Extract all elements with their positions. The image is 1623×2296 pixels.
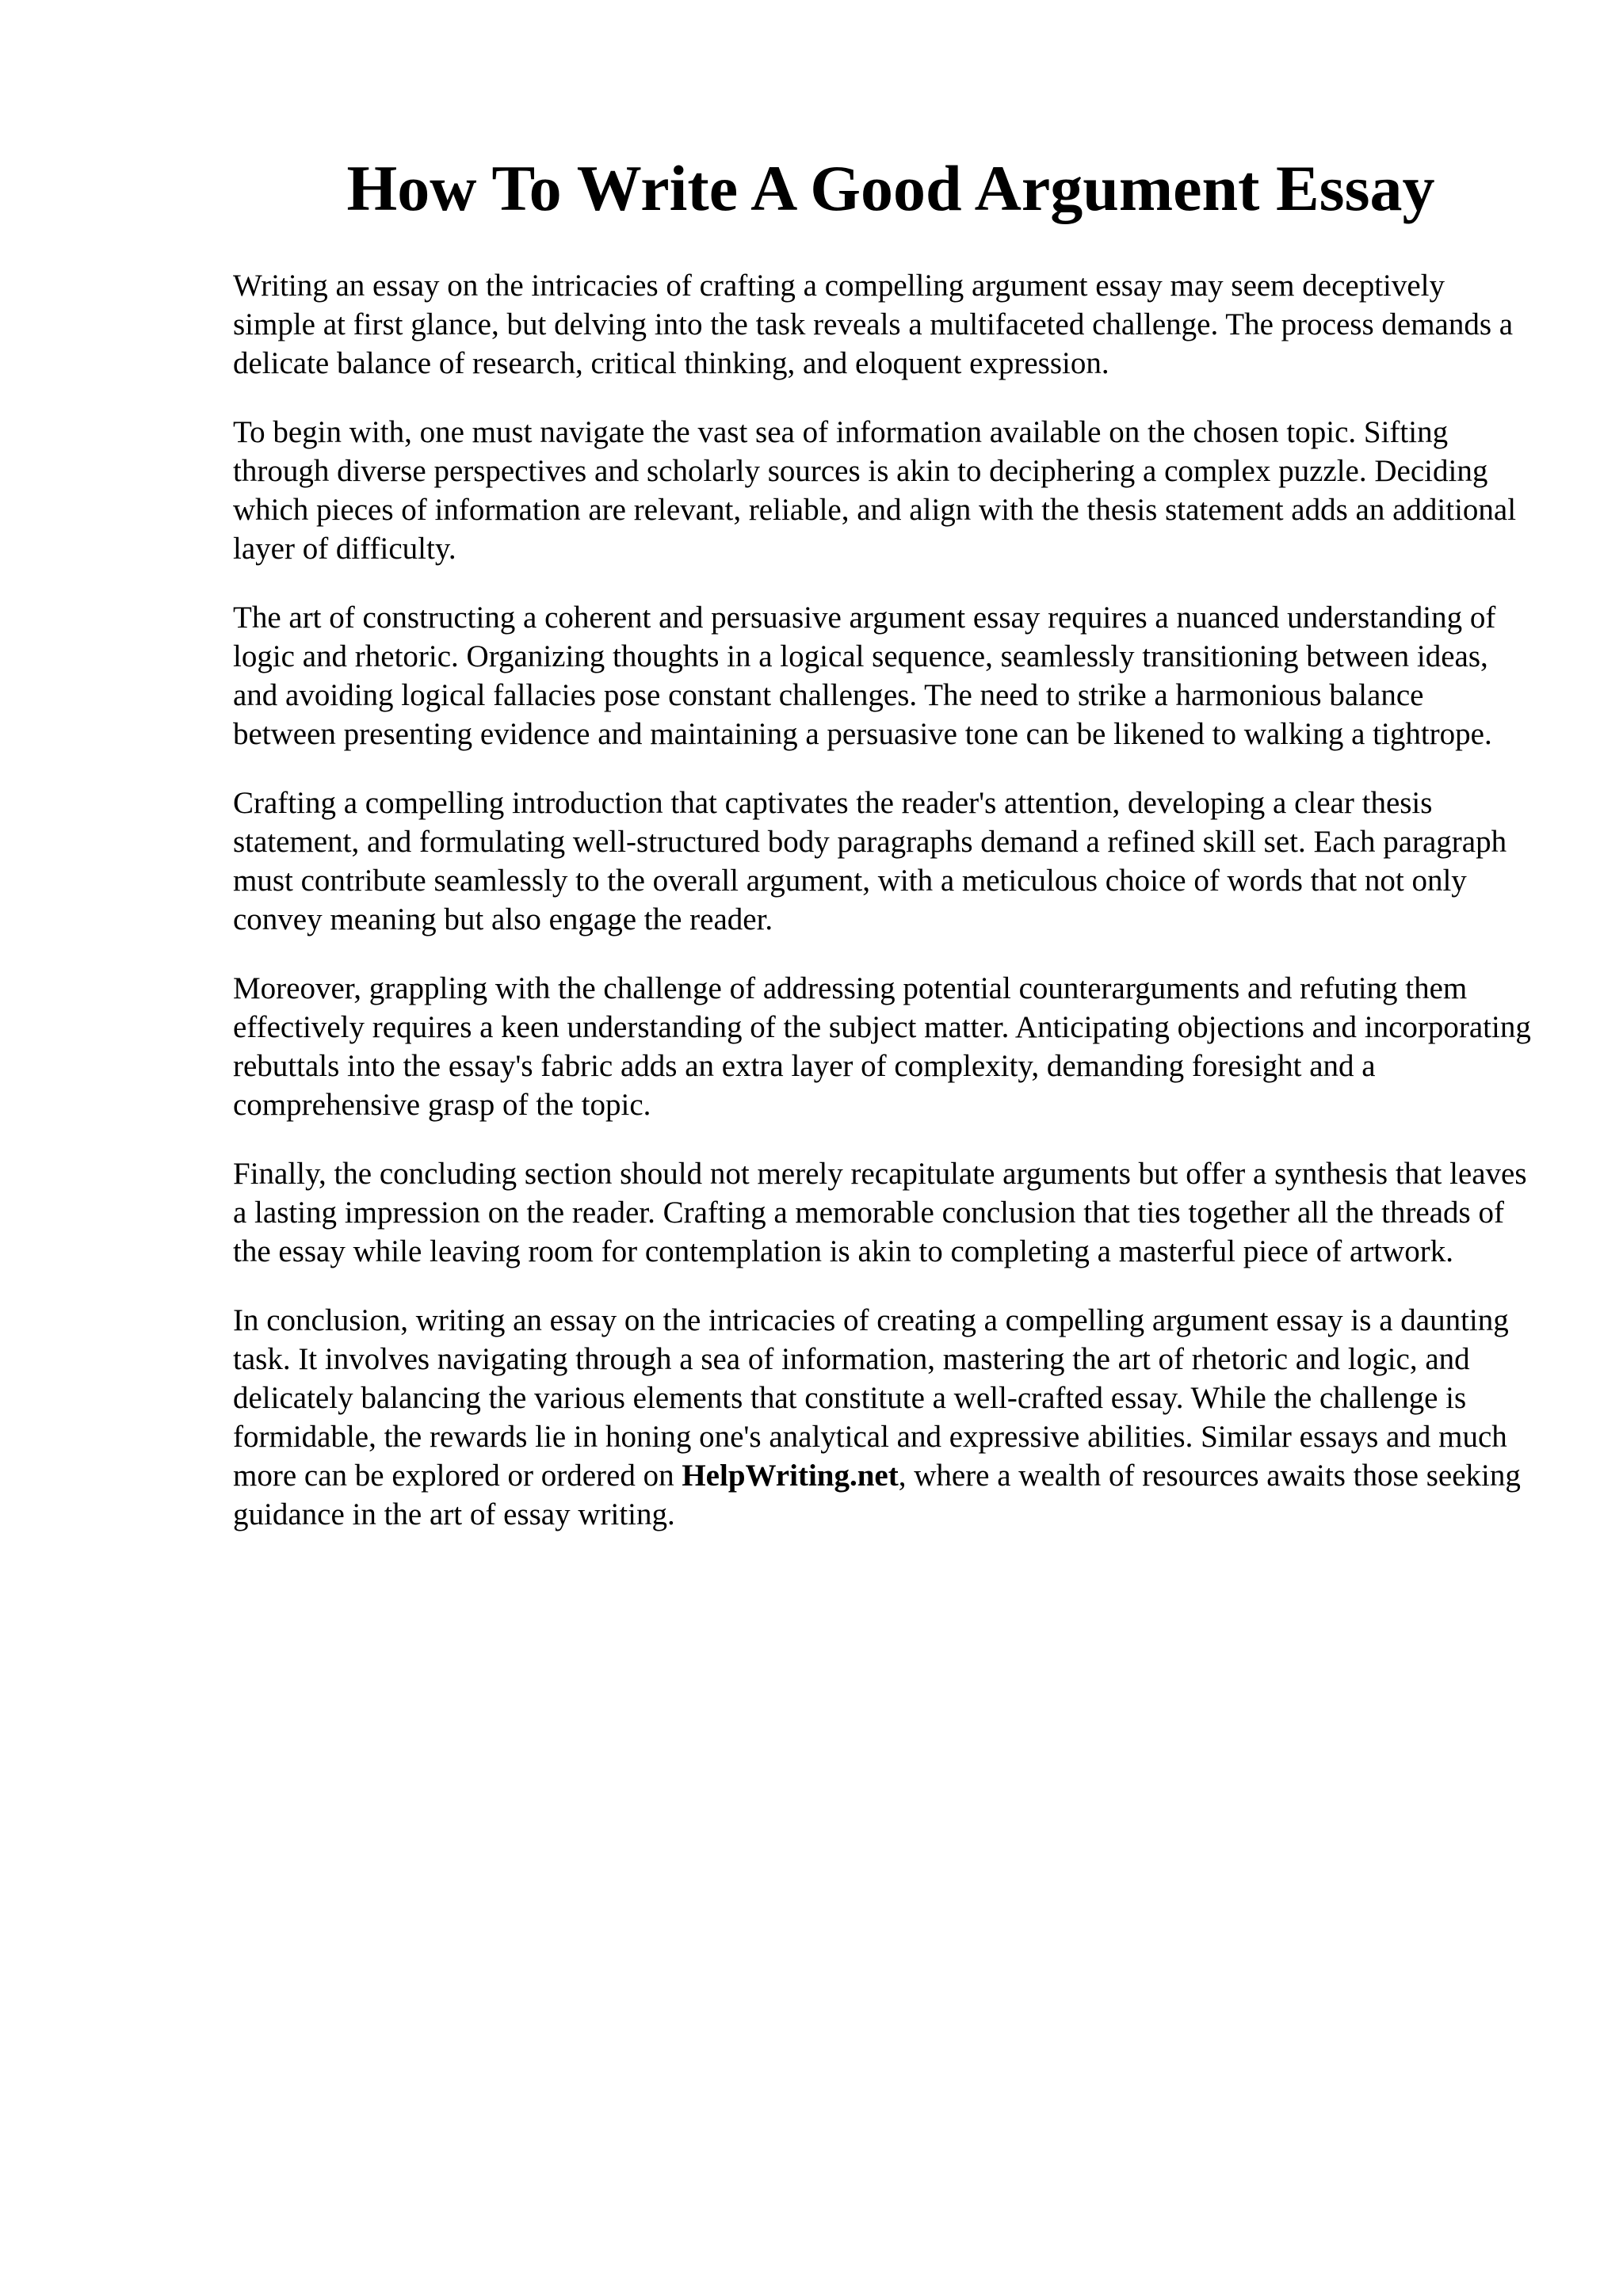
paragraph-concluding-section: Finally, the concluding section should not merely recapitulate arguments but offer a synthesis that leaves a lasting impression on the reader. Crafting a memorable conclusion that ties together all the threads of the essay while leaving room for contemplation is akin to completing a masterful piece of artwork. — [233, 1157, 1527, 1268]
paragraph-logic-rhetoric: The art of constructing a coherent and persuasive argument essay requires a nuanced understanding of logic and rhetoric. Organizing thoughts in a logical sequence, seamlessly transitioning between ideas, and avoiding logical fallacies pose constant challenges. The need to strike a harmonious balance between presenting evidence and maintaining a persuasive tone can be likened to walking a tightrope. — [233, 601, 1496, 751]
helpwriting-link[interactable]: HelpWriting.net — [682, 1459, 899, 1493]
paragraph-intro: Writing an essay on the intricacies of crafting a compelling argument essay may seem deceptively simple at first glance, but delving into the task reveals a multifaceted challenge. The process demands a delicate balance of research, critical thinking, and eloquent expression. — [233, 269, 1514, 380]
conclusion-text-end: , where a wealth of resources awaits those seeking guidance in the art of essay writing. — [233, 1459, 1521, 1531]
page-title: How To Write A Good Argument Essay — [346, 152, 1435, 224]
paragraph-research: To begin with, one must navigate the vast sea of information available on the chosen topic. Sifting through diverse perspectives and scholarly sources is akin to deciphering a complex puzzle. Deciding which pieces of information are relevant, reliable, and align with the thesis statement adds an additional layer of difficulty. — [233, 415, 1517, 566]
paragraph-structure: Crafting a compelling introduction that captivates the reader's attention, developing a clear thesis statement, and formulating well-structured body paragraphs demand a refined skill set. Each paragraph must contribute seamlessly to the overall argument, with a meticulous choice of words that not only convey meaning but also engage the reader. — [233, 786, 1507, 936]
conclusion-text: In conclusion, writing an essay on the intricacies of creating a compelling argument essay is a daunting task. It involves navigating through a sea of information, mastering the art of rhetoric and logic, and delicately balancing the various elements that constitute a well-crafted essay. While the challenge is formidable, the rewards lie in honing one's analytical and expressive abilities. Similar essays and much more can be explored or ordered on — [233, 1303, 1509, 1493]
essay-body — [233, 266, 1533, 1564]
paragraph-conclusion — [233, 1301, 1533, 1534]
paragraph-counterarguments: Moreover, grappling with the challenge of addressing potential counterarguments and refuting them effectively requires a keen understanding of the subject matter. Anticipating objections and incorporating rebuttals into the essay's fabric adds an extra layer of complexity, demanding foresight and a comprehensive grasp of the topic. — [233, 971, 1531, 1122]
